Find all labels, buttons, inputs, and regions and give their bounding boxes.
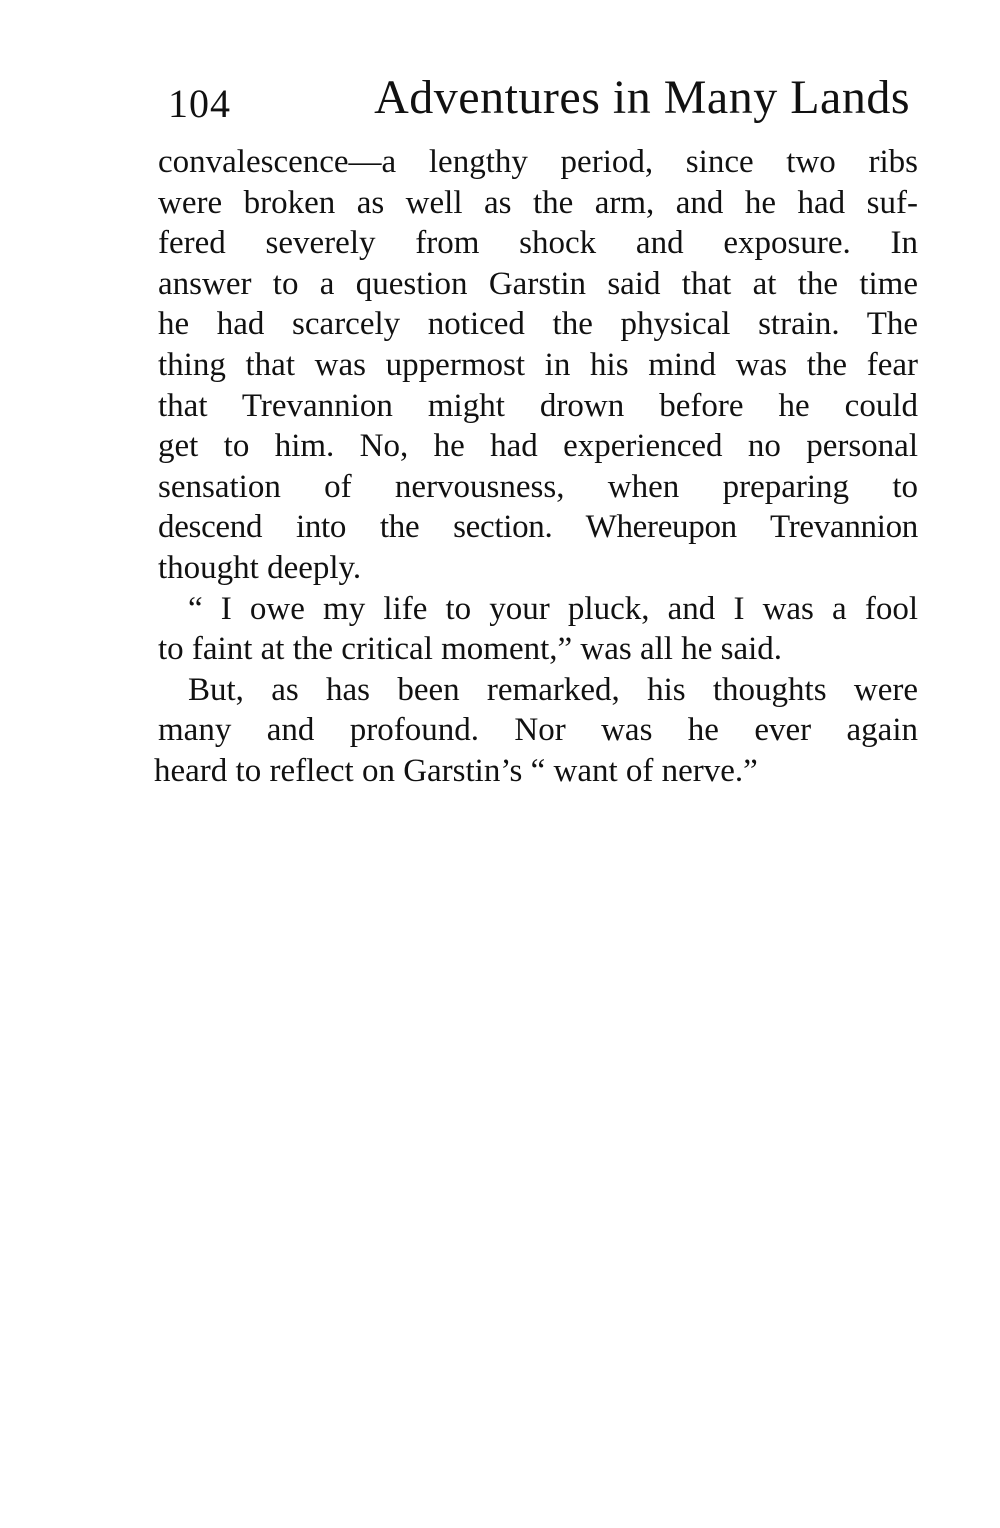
text-line: sensation of nervousness, when preparing to [158, 468, 918, 505]
text-line: get to him. No, he had experienced no personal [158, 428, 918, 465]
page-number: 104 [168, 81, 231, 126]
body-text [154, 142, 918, 792]
book-title: Adventures in Many Lands [374, 71, 910, 124]
text-line: heard to reflect on Garstin’s “ want of nerve.” [154, 752, 758, 789]
text-line: “ I owe my life to your pluck, and I was a fool [188, 590, 918, 627]
text-line: convalescence—a lengthy period, since two ribs [158, 144, 918, 180]
text-line: that Trevannion might drown before he could [158, 387, 918, 424]
text-line: to faint at the critical moment,” was all he said. [158, 631, 783, 668]
text-line: answer to a question Garstin said that at the time [158, 265, 918, 302]
text-line: thing that was uppermost in his mind was the fear [158, 346, 918, 383]
text-line: descend into the section. Whereupon Trevannion [158, 509, 918, 546]
text-line: were broken as well as the arm, and he had suf- [158, 184, 918, 221]
text-line: But, as has been remarked, his thoughts were [188, 671, 918, 708]
text-line: many and profound. Nor was he ever again [158, 712, 918, 749]
running-head [158, 66, 918, 136]
text-line: fered severely from shock and exposure. In [158, 225, 918, 262]
text-line: thought deeply. [158, 549, 362, 586]
text-line: he had scarcely noticed the physical strain. The [158, 306, 918, 343]
